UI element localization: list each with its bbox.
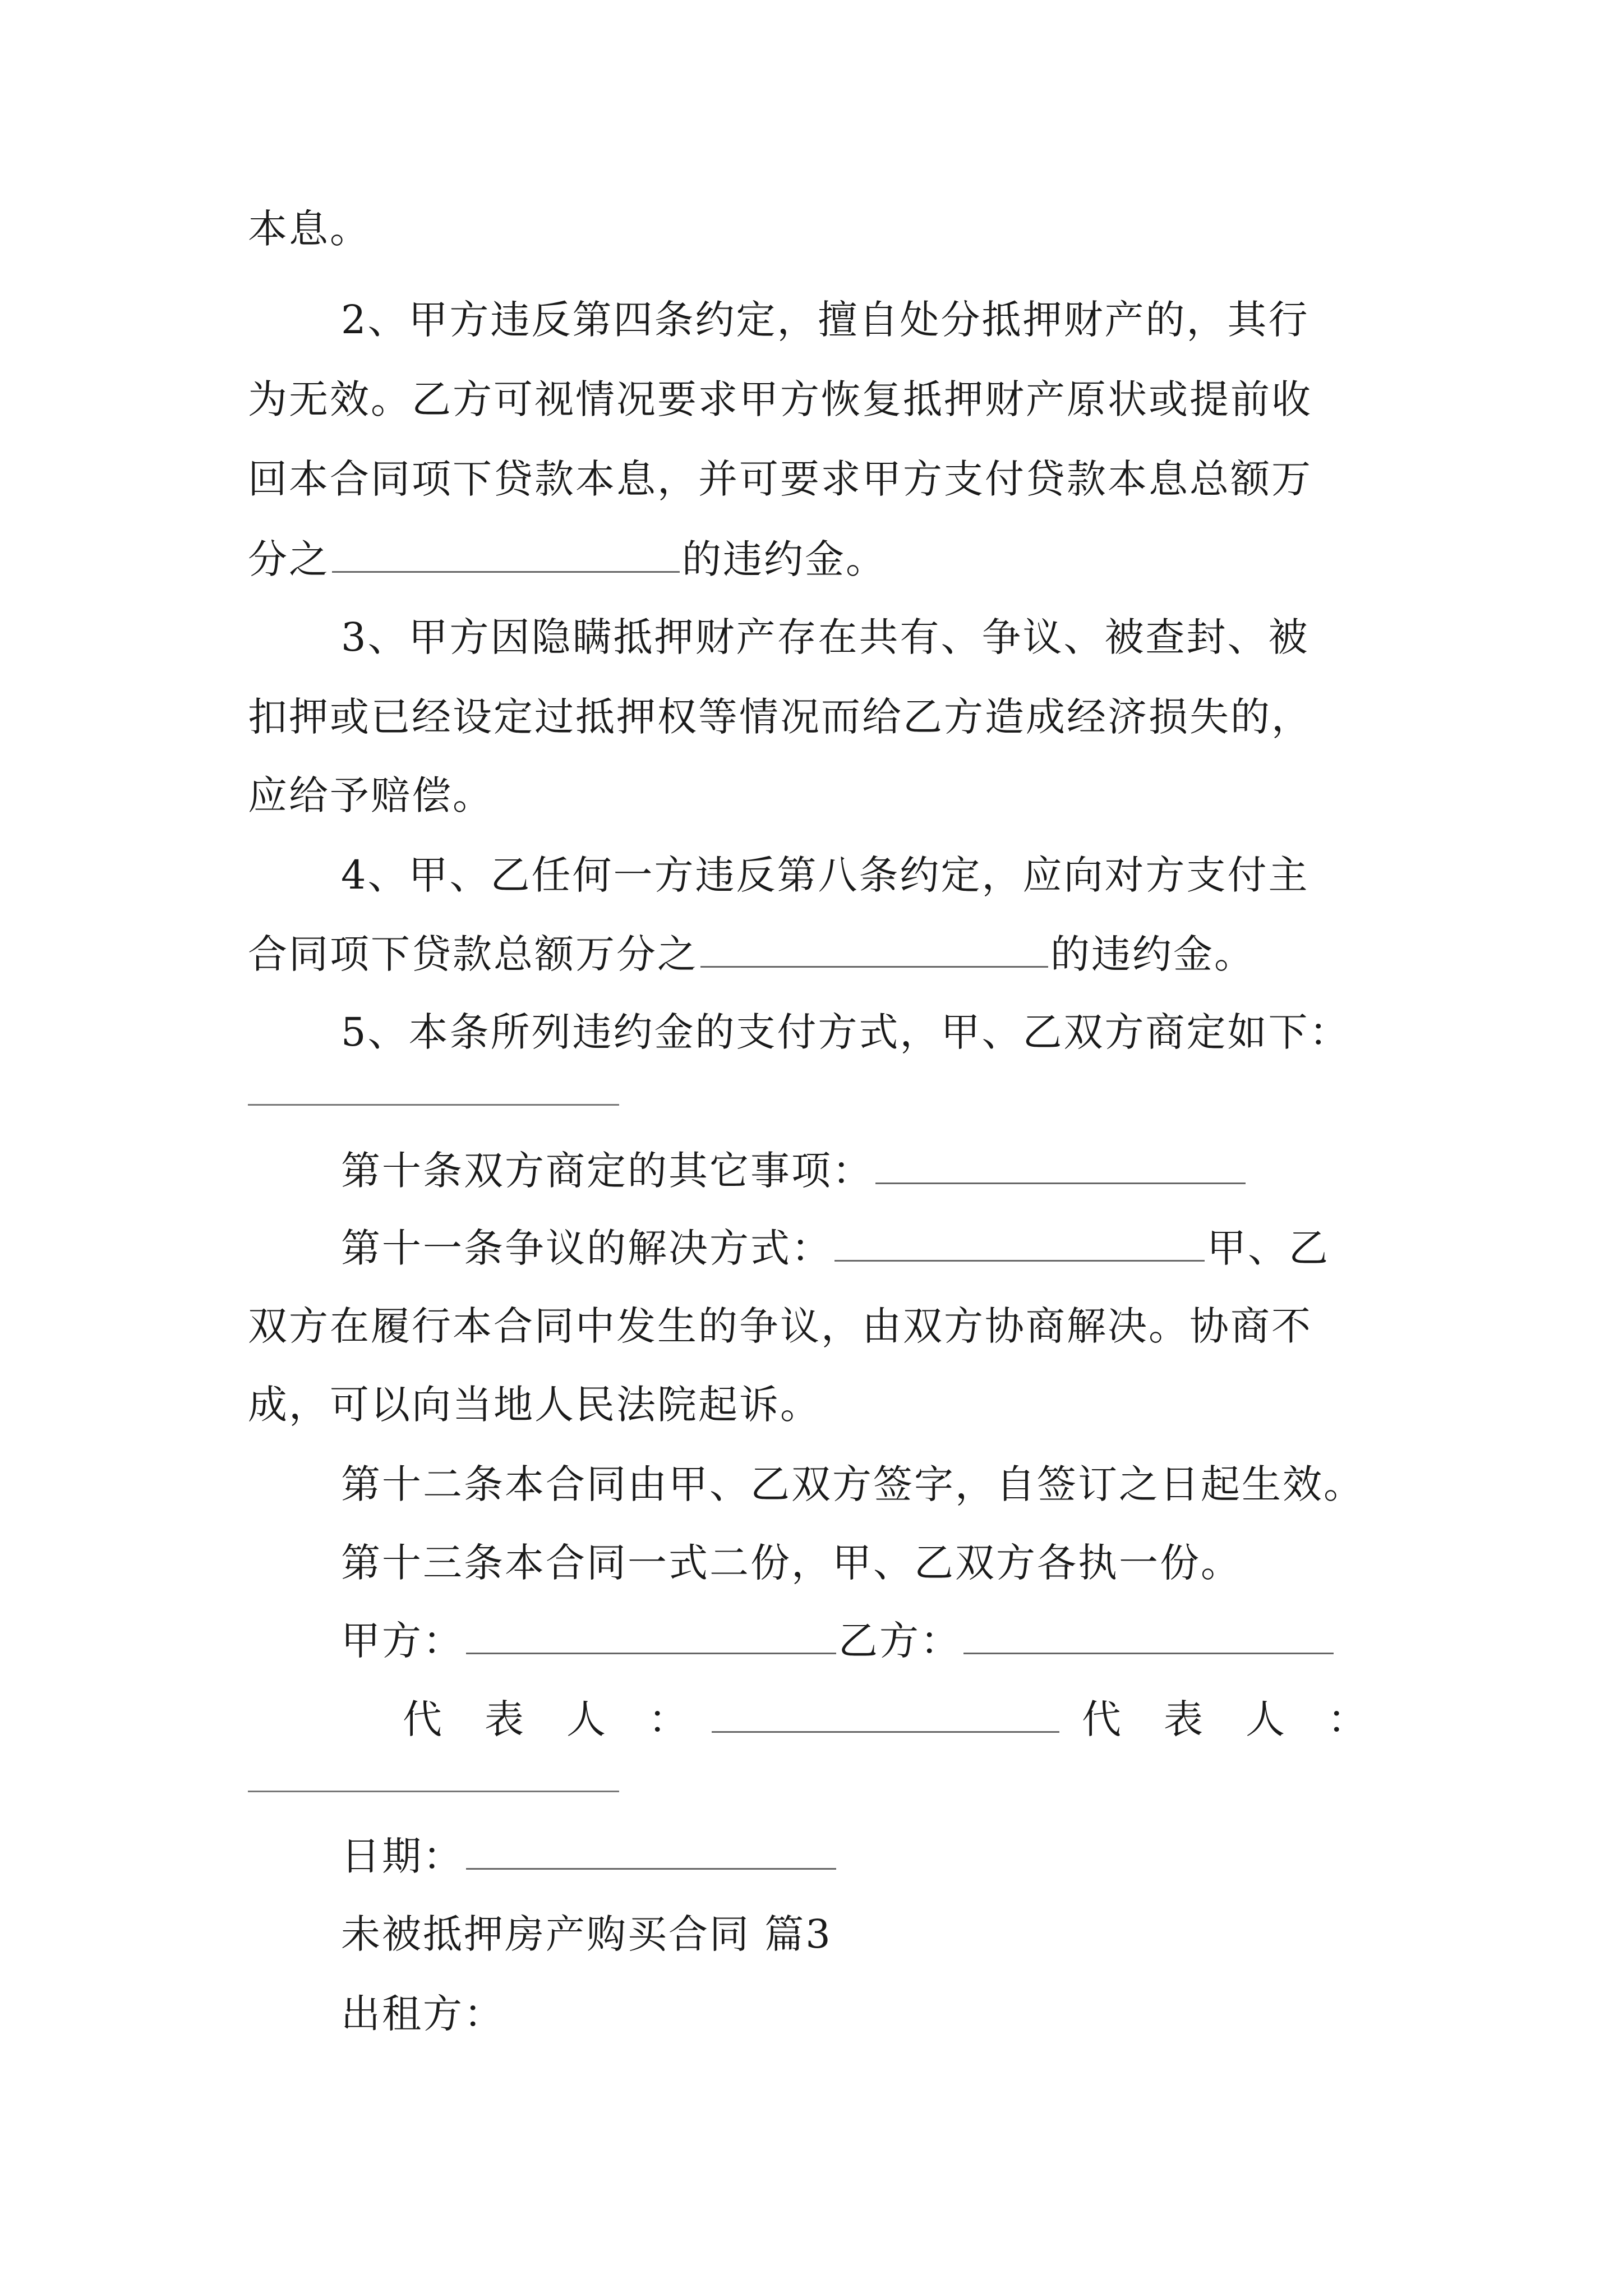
paragraph-line (248, 1299, 1392, 1353)
paragraph-line (341, 1221, 1485, 1274)
paragraph-line (248, 532, 1392, 586)
fill-in-blank (834, 1221, 1205, 1262)
text-segment: 为无效。乙方可视情况要求甲方恢复抵押财产原状或提前收 (248, 376, 1312, 422)
paragraph-line (341, 1457, 1485, 1511)
section-heading (341, 1907, 1485, 1961)
paragraph-line (341, 293, 1392, 347)
text-segment: 的违约金。 (1050, 931, 1255, 977)
paragraph-line (248, 690, 1392, 744)
paragraph-line (248, 1378, 1392, 1432)
fill-in-blank (700, 927, 1048, 968)
signature-line-representatives (403, 1692, 1367, 1746)
text-segment: 分之 (248, 536, 330, 582)
paragraph-line (341, 1987, 1485, 2041)
paragraph-line (248, 452, 1392, 506)
paragraph-line (248, 202, 1392, 256)
paragraph-line (341, 1005, 1392, 1059)
party-a-label: 甲方： (341, 1618, 464, 1664)
text-segment: 第十三条本合同一式二份，甲、乙双方各执一份。 (341, 1540, 1242, 1586)
text-segment: 第十条双方商定的其它事项： (341, 1148, 873, 1194)
paragraph-line (248, 927, 1392, 981)
paragraph-line (341, 1536, 1485, 1590)
fill-in-blank (332, 532, 680, 573)
text-segment: 第十二条本合同由甲、乙双方签字，自签订之日起生效。 (341, 1461, 1364, 1507)
signature-line-party-a-b (341, 1613, 1485, 1667)
representative-a-blank (712, 1692, 1059, 1733)
representative-b-label: 代 表 人 ： (1082, 1696, 1368, 1742)
text-segment: 甲、乙 (1207, 1225, 1330, 1271)
text-segment: 成，可以向当地人民法院起诉。 (248, 1382, 821, 1428)
text-segment: 本息。 (248, 206, 371, 252)
date-label: 日期： (341, 1833, 464, 1879)
representative-a-label: 代 表 人 ： (403, 1696, 689, 1742)
paragraph-line (341, 610, 1392, 664)
text-segment: 第十一条争议的解决方式： (341, 1225, 832, 1271)
text-segment: 的违约金。 (682, 536, 887, 582)
paragraph-line (341, 848, 1392, 902)
party-a-blank (466, 1613, 836, 1654)
party-b-blank (963, 1613, 1334, 1654)
date-line (341, 1829, 1485, 1883)
paragraph-line (341, 1143, 1485, 1197)
representative-b-rule (248, 1791, 619, 1792)
text-segment: 3、甲方因隐瞒抵押财产存在共有、争议、被查封、被 (341, 614, 1310, 660)
heading-text: 未被抵押房产购买合同 篇3 (341, 1911, 832, 1957)
fill-in-blank (875, 1143, 1246, 1184)
text-segment: 5、本条所列违约金的支付方式，甲、乙双方商定如下： (341, 1009, 1350, 1055)
party-b-label: 乙方： (838, 1618, 961, 1664)
lessor-label: 出租方： (341, 1991, 505, 2037)
text-segment: 扣押或已经设定过抵押权等情况而给乙方造成经济损失的， (248, 694, 1312, 740)
text-segment: 2、甲方违反第四条约定，擅自处分抵押财产的，其行 (341, 297, 1310, 343)
fill-in-rule (248, 1104, 619, 1106)
text-segment: 应给予赔偿。 (248, 772, 494, 818)
date-blank (466, 1829, 836, 1870)
text-segment: 4、甲、乙任何一方违反第八条约定，应向对方支付主 (341, 852, 1310, 898)
paragraph-line (248, 372, 1392, 426)
text-segment: 双方在履行本合同中发生的争议，由双方协商解决。协商不 (248, 1303, 1312, 1349)
text-segment: 合同项下贷款总额万分之 (248, 931, 698, 977)
text-segment: 回本合同项下贷款本息，并可要求甲方支付贷款本息总额万 (248, 456, 1312, 502)
paragraph-line (248, 769, 1392, 822)
